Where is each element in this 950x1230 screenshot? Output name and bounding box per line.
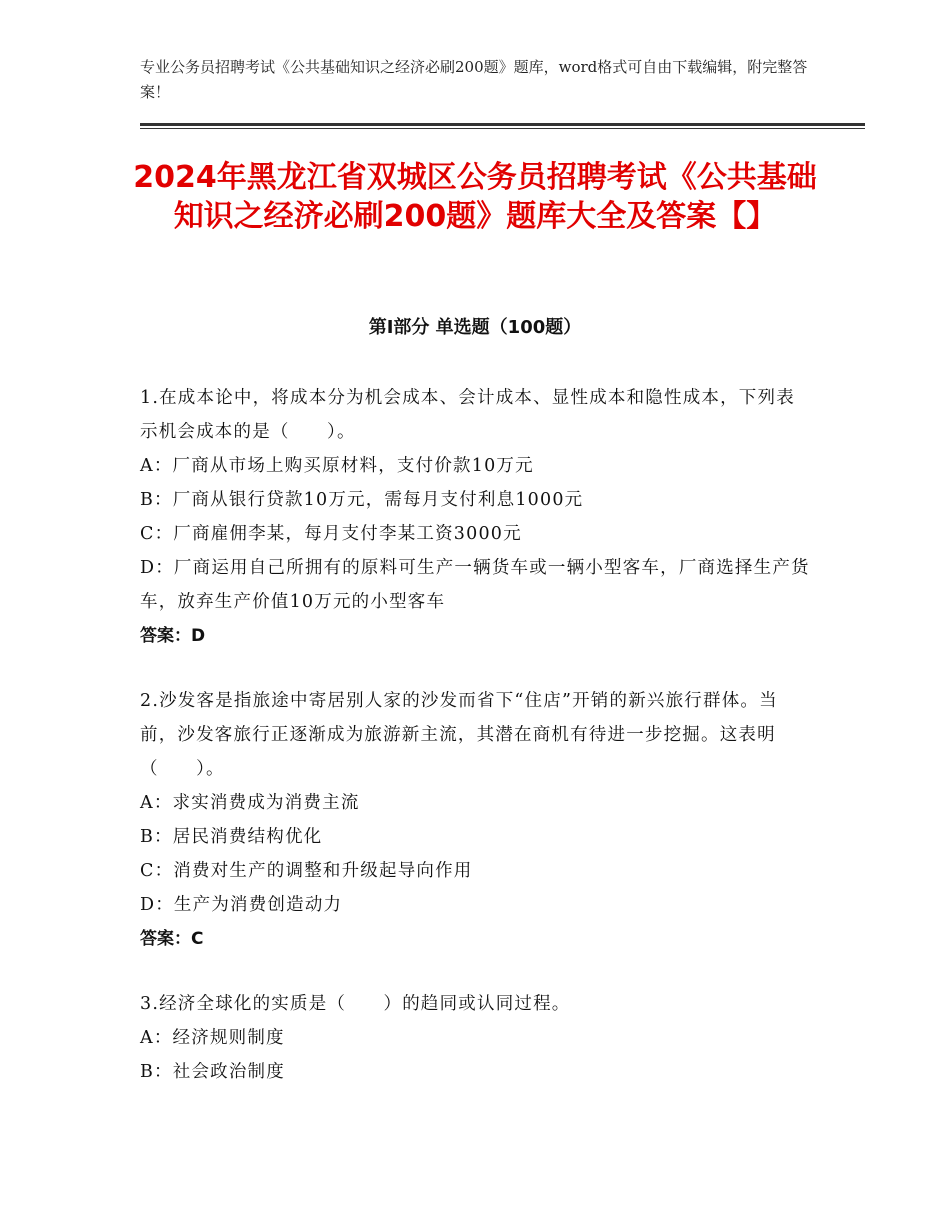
question-stem: 1.在成本论中，将成本分为机会成本、会计成本、显性成本和隐性成本，下列表示机会成本的是（ ）。 — [140, 388, 795, 442]
option-c: C：厂商雇佣李某，每月支付李某工资3000元 — [140, 524, 522, 544]
document-title: 2024年黑龙江省双城区公务员招聘考试《公共基础知识之经济必刷200题》题库大全及答案【】 — [133, 160, 817, 234]
header-note: 专业公务员招聘考试《公共基础知识之经济必刷200题》题库，word格式可自由下载编辑，附完整答案！ — [140, 58, 808, 101]
header-rule-thick — [140, 123, 865, 126]
question-1 — [140, 381, 810, 653]
question-stem: 3.经济全球化的实质是（ ）的趋同或认同过程。 — [140, 994, 571, 1014]
answer-line: 答案：D — [140, 626, 206, 646]
answer-line: 答案：C — [140, 929, 204, 949]
question-list — [140, 381, 810, 1120]
option-a: A：厂商从市场上购买原材料，支付价款10万元 — [140, 456, 534, 476]
section-heading: 第I部分 单选题（100题） — [368, 317, 582, 338]
option-a: A：求实消费成为消费主流 — [140, 793, 360, 813]
header-rule-thin — [140, 128, 865, 129]
question-stem: 2.沙发客是指旅途中寄居别人家的沙发而省下“住店”开销的新兴旅行群体。当前，沙发客旅行正逐渐成为旅游新主流，其潜在商机有待进一步挖掘。这表明（ ）。 — [140, 691, 778, 779]
option-d: D：生产为消费创造动力 — [140, 895, 343, 915]
option-b: B：厂商从银行贷款10万元，需每月支付利息1000元 — [140, 490, 584, 510]
option-c: C：消费对生产的调整和升级起导向作用 — [140, 861, 473, 881]
option-b: B：居民消费结构优化 — [140, 827, 323, 847]
question-2 — [140, 684, 810, 956]
question-3 — [140, 987, 810, 1089]
option-b: B：社会政治制度 — [140, 1062, 285, 1082]
option-a: A：经济规则制度 — [140, 1028, 285, 1048]
option-d: D：厂商运用自己所拥有的原料可生产一辆货车或一辆小型客车，厂商选择生产货车，放弃生产价值10万元的小型客车 — [140, 558, 810, 612]
